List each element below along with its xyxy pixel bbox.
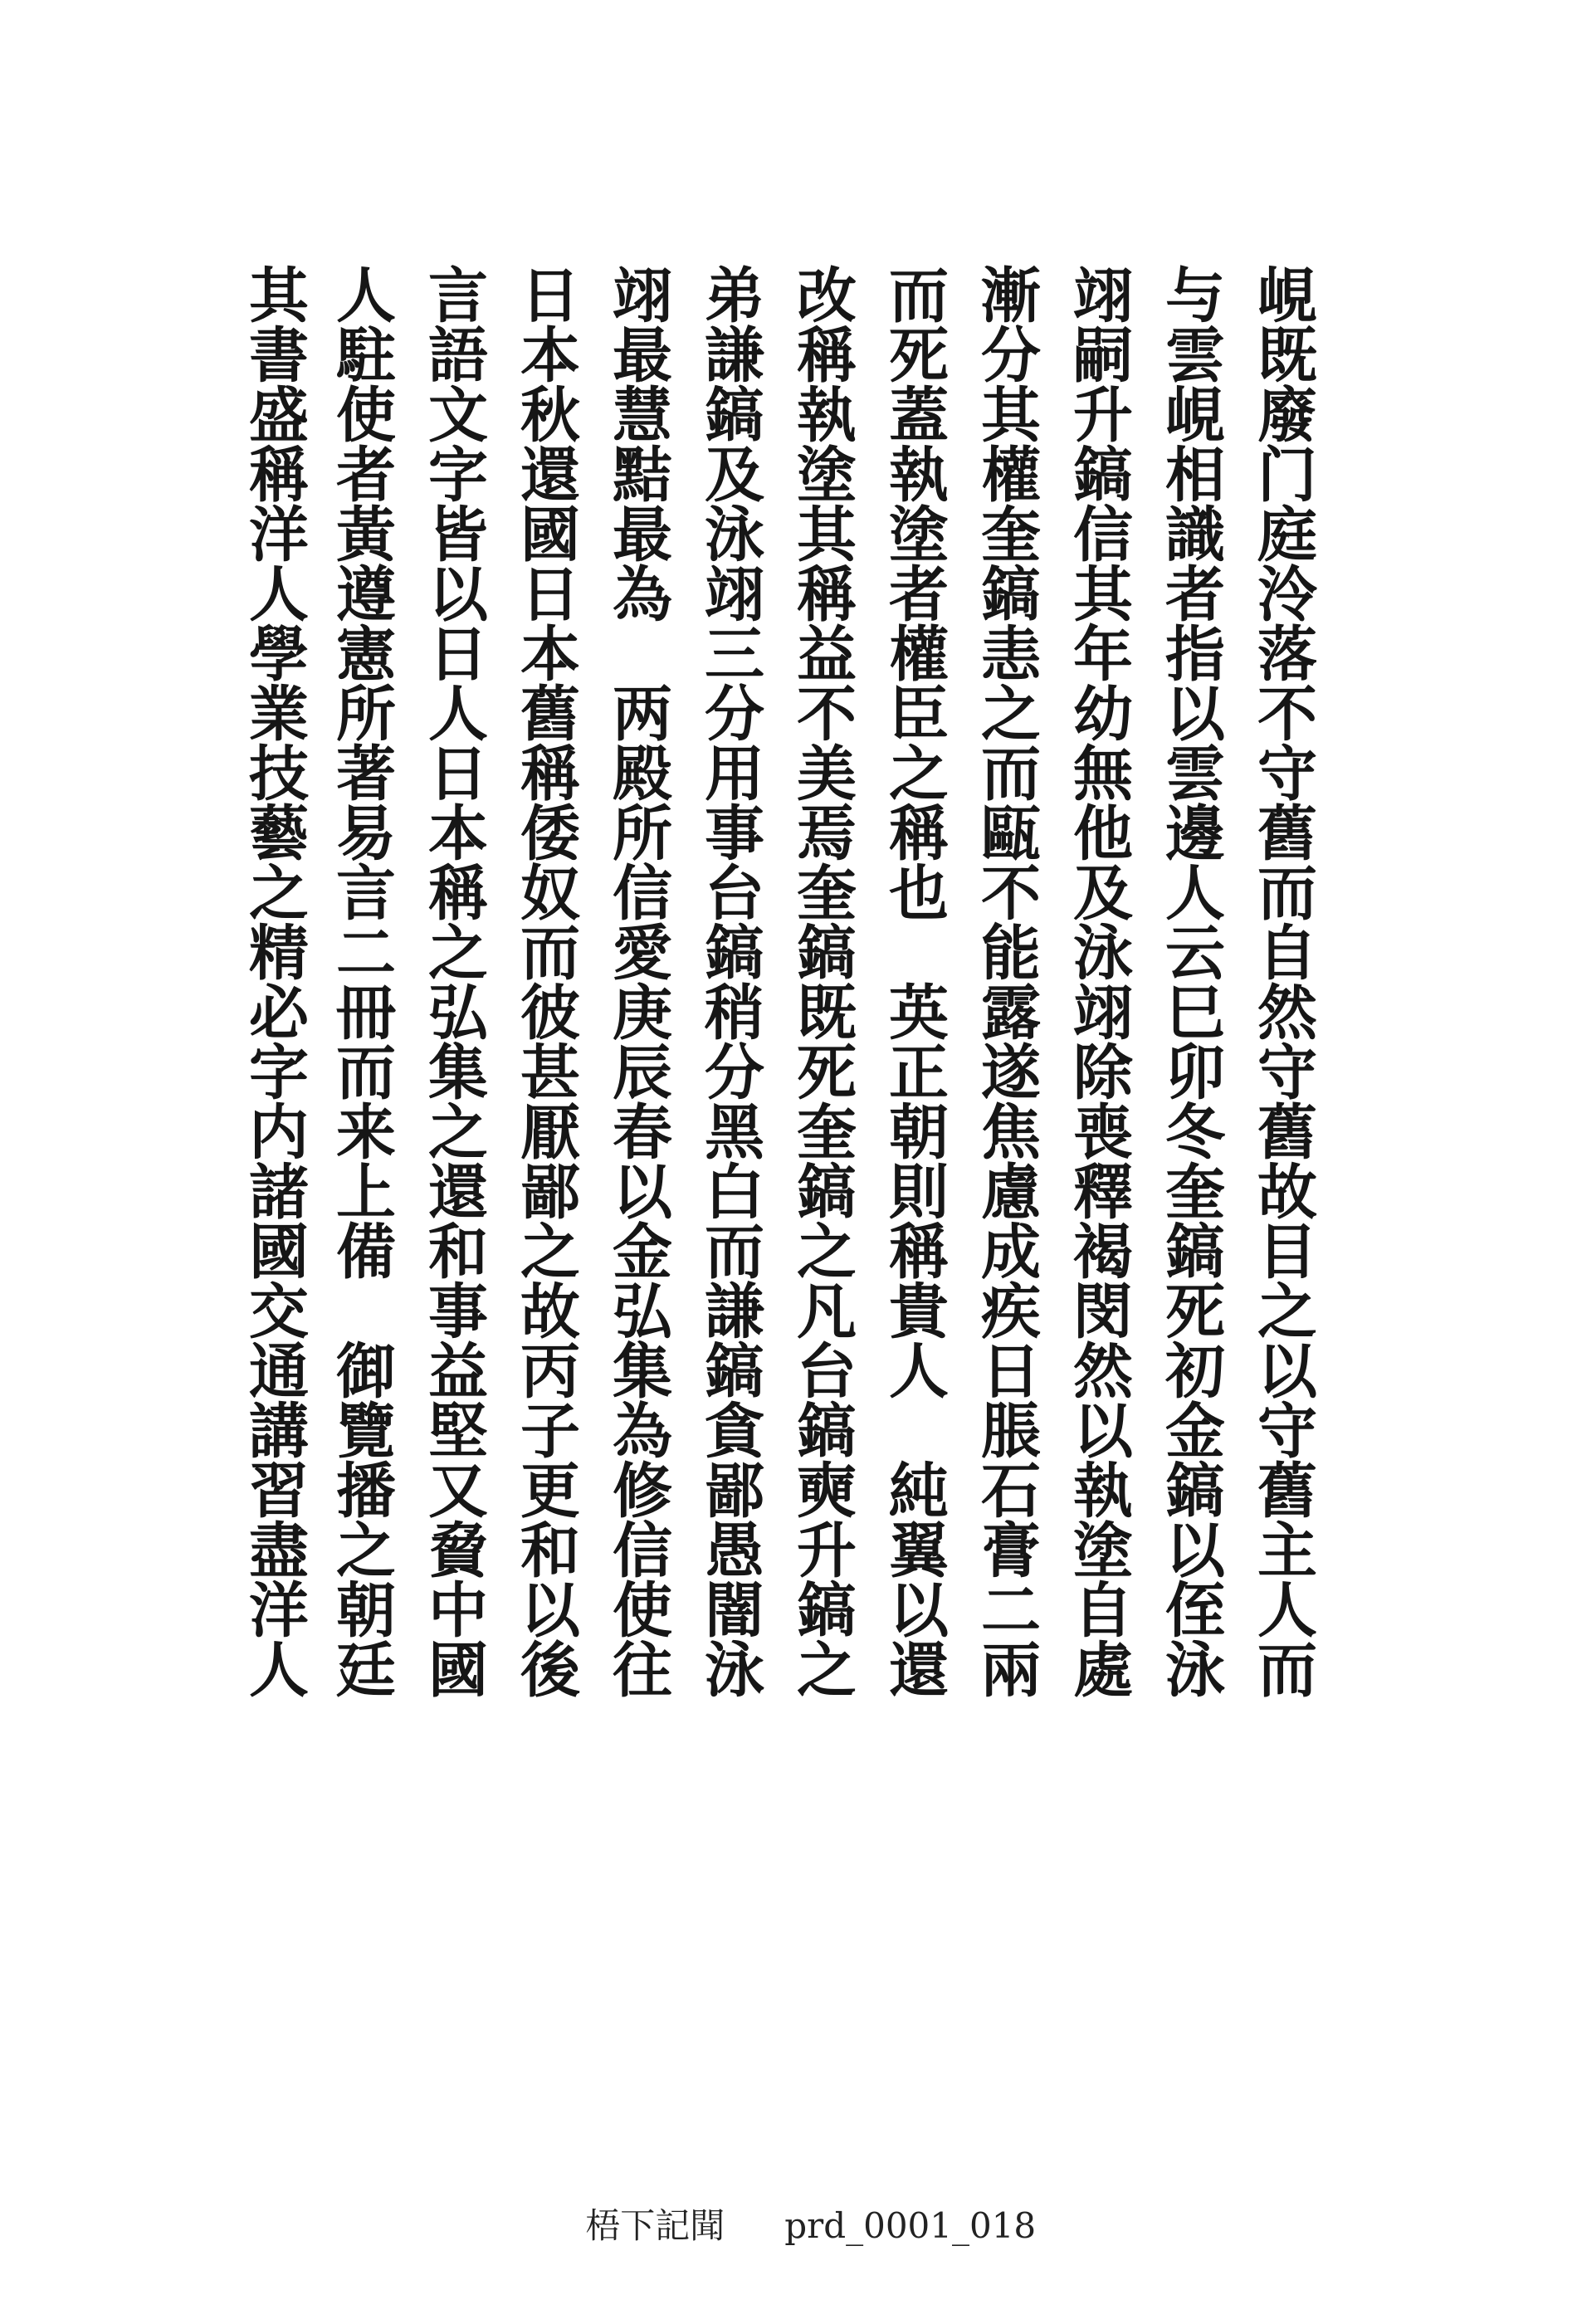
text-column-11: 人駐使者黃遵憲所著易言二冊而来上備 御覽播之朝廷 bbox=[326, 264, 397, 1698]
text-column-1: 峴既廢门庭泠落不守舊而自然守舊故目之以守舊主人而 bbox=[1247, 264, 1318, 1698]
text-column-8: 翊最慧黠最為 两殿所信愛庚辰春以金弘集為修信使往 bbox=[603, 264, 673, 1698]
text-column-6: 改稱執塗其稱益不美焉奎鎬既死奎鎬之凡台鎬奭升鎬之 bbox=[787, 264, 857, 1698]
footer-title: 梧下記聞 bbox=[585, 2205, 725, 2246]
text-column-7: 弟謙鎬及泳翊三分用事台鎬稍分黑白而謙鎬貪鄙愚闇泳 bbox=[695, 264, 765, 1698]
text-column-3: 翊嗣升鎬信其年幼無他及泳翊除喪釋褐閔然以執塗自處 bbox=[1063, 264, 1134, 1698]
text-column-10: 言語文字皆以日人日本稱之弘集之還和事益堅又䝱中國 bbox=[418, 264, 489, 1698]
text-column-2: 与雲峴相識者指以雲邊人云巳卯冬奎鎬死初金鎬以侄泳 bbox=[1155, 264, 1226, 1698]
text-column-9: 日本秋還國日本舊稱倭奴而彼甚厭鄙之故丙子更和以後 bbox=[510, 264, 581, 1698]
page-footer bbox=[0, 2158, 1577, 2246]
text-column-5: 而死蓋執塗者權臣之稱也 英正朝則稱貴人 純翼以還 bbox=[879, 264, 950, 1698]
text-column-12: 其書盛稱洋人學業技藝之精必字内諸國交通講習盡洋人 bbox=[239, 264, 310, 1698]
footer-page-id: prd_0001_018 bbox=[784, 2205, 1037, 2246]
text-column-4: 漸分其權奎鎬恚之而甌不能露遂焦慮成疾日脹石膏二兩 bbox=[971, 264, 1042, 1698]
vertical-text-block bbox=[237, 264, 1320, 1882]
